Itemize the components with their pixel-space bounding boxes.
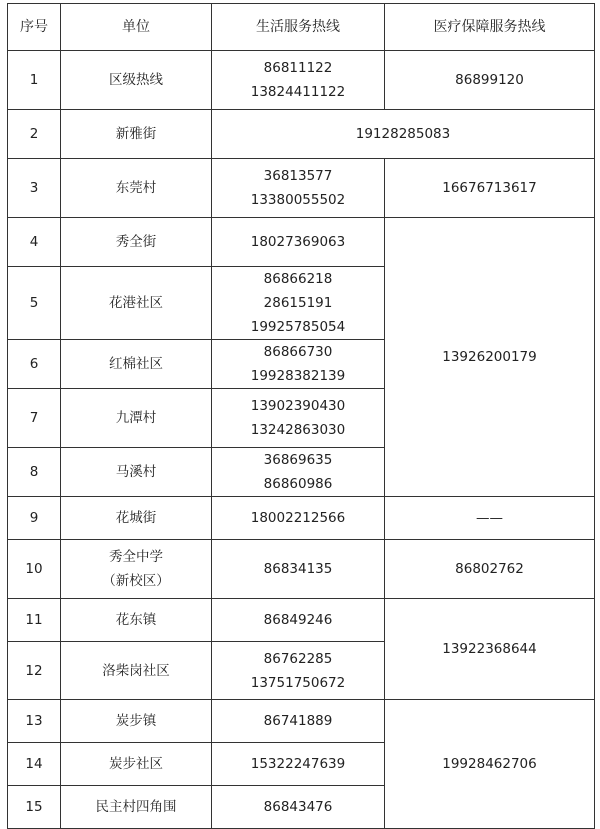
table-header-row bbox=[8, 4, 595, 51]
header-life-hotline: 生活服务热线 bbox=[212, 4, 385, 51]
header-medical-hotline: 医疗保障服务热线 bbox=[385, 4, 595, 51]
unit-name-line: （新校区） bbox=[102, 573, 170, 589]
row-number: 10 bbox=[8, 540, 61, 599]
medical-hotline: 13926200179 bbox=[385, 218, 595, 497]
phone: 28615191 bbox=[263, 295, 333, 311]
table-row bbox=[8, 497, 595, 540]
life-hotline: 86741889 bbox=[212, 700, 385, 743]
life-hotline bbox=[212, 267, 385, 340]
phone: 36869635 bbox=[263, 452, 333, 468]
life-hotline bbox=[212, 642, 385, 700]
row-number: 14 bbox=[8, 743, 61, 786]
unit-name: 东莞村 bbox=[61, 159, 212, 218]
phone: 13242863030 bbox=[250, 422, 346, 438]
unit-name-line: 秀全中学 bbox=[109, 549, 163, 565]
row-number: 6 bbox=[8, 340, 61, 389]
life-hotline bbox=[212, 51, 385, 110]
life-hotline bbox=[212, 389, 385, 448]
phone: 13751750672 bbox=[250, 674, 346, 691]
unit-name: 民主村四角围 bbox=[61, 786, 212, 829]
medical-hotline: 16676713617 bbox=[385, 159, 595, 218]
header-unit: 单位 bbox=[61, 4, 212, 51]
unit-name: 花东镇 bbox=[61, 599, 212, 642]
life-hotline: 86849246 bbox=[212, 599, 385, 642]
row-number: 13 bbox=[8, 700, 61, 743]
unit-name: 炭步镇 bbox=[61, 700, 212, 743]
life-hotline: 86834135 bbox=[212, 540, 385, 599]
row-number: 11 bbox=[8, 599, 61, 642]
unit-name: 九潭村 bbox=[61, 389, 212, 448]
life-hotline: 15322247639 bbox=[212, 743, 385, 786]
table-row bbox=[8, 700, 595, 743]
unit-name: 区级热线 bbox=[61, 51, 212, 110]
row-number: 12 bbox=[8, 642, 61, 700]
row-number: 7 bbox=[8, 389, 61, 448]
life-hotline: 18002212566 bbox=[212, 497, 385, 540]
unit-name bbox=[61, 540, 212, 599]
row-number: 15 bbox=[8, 786, 61, 829]
table-row bbox=[8, 540, 595, 599]
life-hotline bbox=[212, 340, 385, 389]
merged-hotline: 19128285083 bbox=[212, 110, 595, 159]
life-hotline bbox=[212, 159, 385, 218]
table-row bbox=[8, 110, 595, 159]
unit-name: 秀全街 bbox=[61, 218, 212, 267]
life-hotline: 86843476 bbox=[212, 786, 385, 829]
row-number: 1 bbox=[8, 51, 61, 110]
hotline-table bbox=[7, 3, 595, 829]
table-row bbox=[8, 599, 595, 642]
phone: 86762285 bbox=[263, 650, 333, 667]
phone: 86866730 bbox=[263, 344, 333, 360]
phone: 13902390430 bbox=[250, 398, 346, 414]
table-row bbox=[8, 218, 595, 267]
header-number: 序号 bbox=[8, 4, 61, 51]
row-number: 3 bbox=[8, 159, 61, 218]
row-number: 8 bbox=[8, 448, 61, 497]
row-number: 4 bbox=[8, 218, 61, 267]
phone: 86866218 bbox=[263, 271, 333, 287]
unit-name: 新雅街 bbox=[61, 110, 212, 159]
phone: 86860986 bbox=[263, 476, 333, 492]
medical-hotline: 13922368644 bbox=[385, 599, 595, 700]
table-row bbox=[8, 159, 595, 218]
unit-name: 马溪村 bbox=[61, 448, 212, 497]
row-number: 9 bbox=[8, 497, 61, 540]
unit-name: 花城街 bbox=[61, 497, 212, 540]
phone: 86811122 bbox=[263, 60, 333, 76]
medical-hotline: 86802762 bbox=[385, 540, 595, 599]
medical-hotline: —— bbox=[385, 497, 595, 540]
medical-hotline: 19928462706 bbox=[385, 700, 595, 829]
unit-name: 炭步社区 bbox=[61, 743, 212, 786]
life-hotline: 18027369063 bbox=[212, 218, 385, 267]
phone: 19928382139 bbox=[250, 368, 346, 384]
phone: 13824411122 bbox=[250, 84, 346, 100]
phone: 13380055502 bbox=[250, 192, 346, 208]
life-hotline bbox=[212, 448, 385, 497]
unit-name: 洛柴岗社区 bbox=[61, 642, 212, 700]
phone: 36813577 bbox=[263, 168, 333, 184]
phone: 19925785054 bbox=[250, 319, 346, 335]
table-row bbox=[8, 51, 595, 110]
row-number: 5 bbox=[8, 267, 61, 340]
medical-hotline: 86899120 bbox=[385, 51, 595, 110]
row-number: 2 bbox=[8, 110, 61, 159]
unit-name: 花港社区 bbox=[61, 267, 212, 340]
unit-name: 红棉社区 bbox=[61, 340, 212, 389]
